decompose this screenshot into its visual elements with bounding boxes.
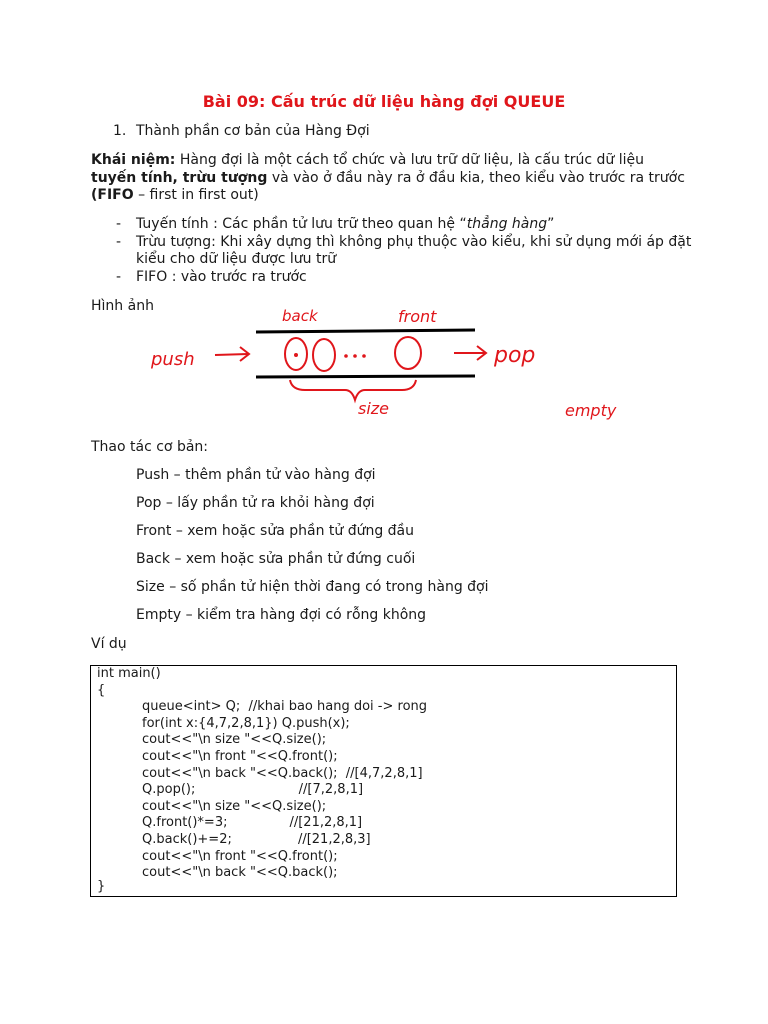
- example-label: Ví dụ: [91, 636, 127, 652]
- code-line: Q.front()*=3; //[21,2,8,1]: [142, 815, 363, 831]
- concept-fifo: (FIFO: [91, 187, 134, 203]
- op-item: Empty – kiểm tra hàng đợi có rỗng không: [136, 607, 427, 623]
- queue-bottom-rail: [256, 376, 475, 377]
- bullet-item: FIFO : vào trước ra trước: [136, 269, 307, 285]
- queue-element-dot: [294, 353, 298, 357]
- bullet-dash: -: [116, 216, 122, 232]
- concept-line2: và vào ở đầu này ra ở đầu kia, theo kiểu vào trước ra trước: [267, 169, 685, 186]
- code-line: int main(): [97, 666, 161, 681]
- code-line: }: [97, 879, 106, 894]
- code-line: Q.back()+=2; //[21,2,8,3]: [142, 832, 371, 847]
- queue-element: [313, 339, 335, 371]
- code-line: cout<<"\n back "<<Q.back(); //[4,7,2,8,1]: [142, 765, 423, 781]
- concept-paragraph: [91, 152, 691, 205]
- code-block: [90, 665, 677, 897]
- code-line: {: [97, 682, 106, 698]
- bullet-item: Trừu tượng: Khi xây dựng thì không phụ thuộc vào kiểu, khi sử dụng mới áp đặt kiểu cho dữ liệu được lưu trữ: [136, 234, 692, 267]
- op-item: Front – xem hoặc sửa phần tử đứng đầu: [136, 523, 415, 539]
- op-item: Push – thêm phần tử vào hàng đợi: [136, 467, 376, 483]
- concept-label: Khái niệm:: [91, 152, 176, 168]
- section-heading: Thành phần cơ bản của Hàng Đợi: [136, 123, 370, 139]
- queue-element: [395, 337, 421, 369]
- ops-heading: Thao tác cơ bản:: [91, 439, 209, 455]
- code-line: cout<<"\n back "<<Q.back();: [142, 865, 338, 881]
- queue-sketch: [140, 290, 640, 430]
- front-label: front: [398, 307, 437, 326]
- image-label: Hình ảnh: [91, 298, 154, 314]
- pop-label: pop: [494, 343, 536, 368]
- code-line: queue<int> Q; //khai bao hang doi -> rong: [142, 699, 428, 715]
- op-item: Back – xem hoặc sửa phần tử đứng cuối: [136, 551, 416, 567]
- code-line: cout<<"\n front "<<Q.front();: [142, 749, 338, 764]
- bullet-dash: -: [116, 234, 122, 250]
- op-item: Pop – lấy phần tử ra khỏi hàng đợi: [136, 495, 375, 511]
- code-line: Q.pop(); //[7,2,8,1]: [142, 782, 364, 798]
- ellipsis-dot: [353, 354, 357, 358]
- op-item: Size – số phần tử hiện thời đang có trong hàng đợi: [136, 579, 489, 595]
- empty-label: empty: [565, 401, 617, 420]
- code-line: cout<<"\n size "<<Q.size();: [142, 732, 327, 748]
- queue-top-rail: [256, 330, 475, 332]
- size-brace: [290, 380, 416, 400]
- bullet-item: Tuyến tính : Các phần tử lưu trữ theo quan hệ “thẳng hàng”: [136, 216, 555, 232]
- concept-line3: – first in first out): [133, 187, 259, 203]
- concept-line1: Hàng đợi là một cách tổ chức và lưu trữ dữ liệu, là cấu trúc dữ liệu: [175, 152, 645, 168]
- back-label: back: [282, 307, 318, 325]
- code-line: cout<<"\n front "<<Q.front();: [142, 848, 338, 864]
- page-title: Bài 09: Cấu trúc dữ liệu hàng đợi QUEUE: [202, 92, 566, 111]
- code-line: for(int x:{4,7,2,8,1}) Q.push(x);: [142, 715, 350, 731]
- push-label: push: [151, 349, 195, 370]
- code-line: cout<<"\n size "<<Q.size();: [142, 798, 327, 814]
- bullet-dash: -: [116, 269, 122, 285]
- ellipsis-dot: [344, 354, 348, 358]
- push-arrow: [215, 354, 248, 355]
- section-number: 1.: [113, 123, 127, 139]
- ellipsis-dot: [362, 354, 366, 358]
- concept-bold-terms: tuyến tính, trừu tượng: [91, 169, 268, 186]
- size-label: size: [358, 399, 390, 418]
